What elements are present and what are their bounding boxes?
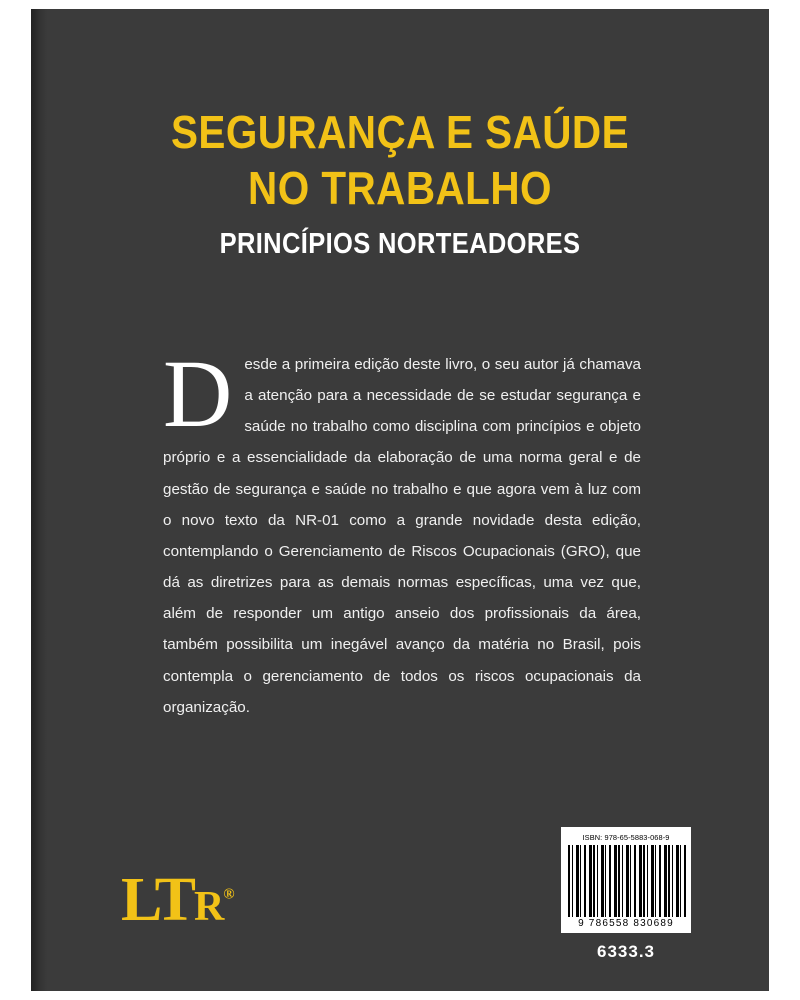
- title-line-1: SEGURANÇA E SAÚDE: [170, 106, 630, 158]
- subtitle: PRINCÍPIOS NORTEADORES: [219, 228, 581, 261]
- isbn-label: ISBN: 978-65-5883-068-9: [582, 833, 670, 842]
- barcode-box: [561, 827, 691, 933]
- registered-mark: ®: [223, 886, 235, 903]
- barcode-area: [561, 827, 691, 962]
- barcode-digits: 9 786558 830689: [578, 918, 674, 929]
- catalog-code: 6333.3: [597, 942, 655, 961]
- barcode-bars: [568, 845, 686, 917]
- book-back-cover: [31, 9, 769, 991]
- title-line-2: NO TRABALHO: [248, 162, 552, 215]
- publisher-logo-text: LT: [121, 866, 195, 934]
- blurb-text: Desde a primeira edição deste livro, o seu autor já chamava a atenção para a necessidade de se estudar segurança e saúde no trabalho como disciplina com princípios e objeto próprio e a essencialidade da elaboração de uma norma geral e de gestão de segurança e saúde no trabalho e que agora vem à luz com o novo texto da NR-01 como a grande novidade desta edição, contemplando o Gerenciamento de Riscos Ocupacionais (GRO), que dá as diretrizes para as demais normas específicas, uma vez que, além de responder um antigo anseio dos profissionais da área, também possibilita um inegável avanço da matéria no Brasil, pois contempla o gerenciamento de todos os riscos ocupacionais da organização.: [163, 340, 641, 716]
- publisher-logo-text-small: R: [194, 884, 224, 930]
- publisher-logo: [121, 866, 235, 934]
- title-block: [31, 104, 769, 261]
